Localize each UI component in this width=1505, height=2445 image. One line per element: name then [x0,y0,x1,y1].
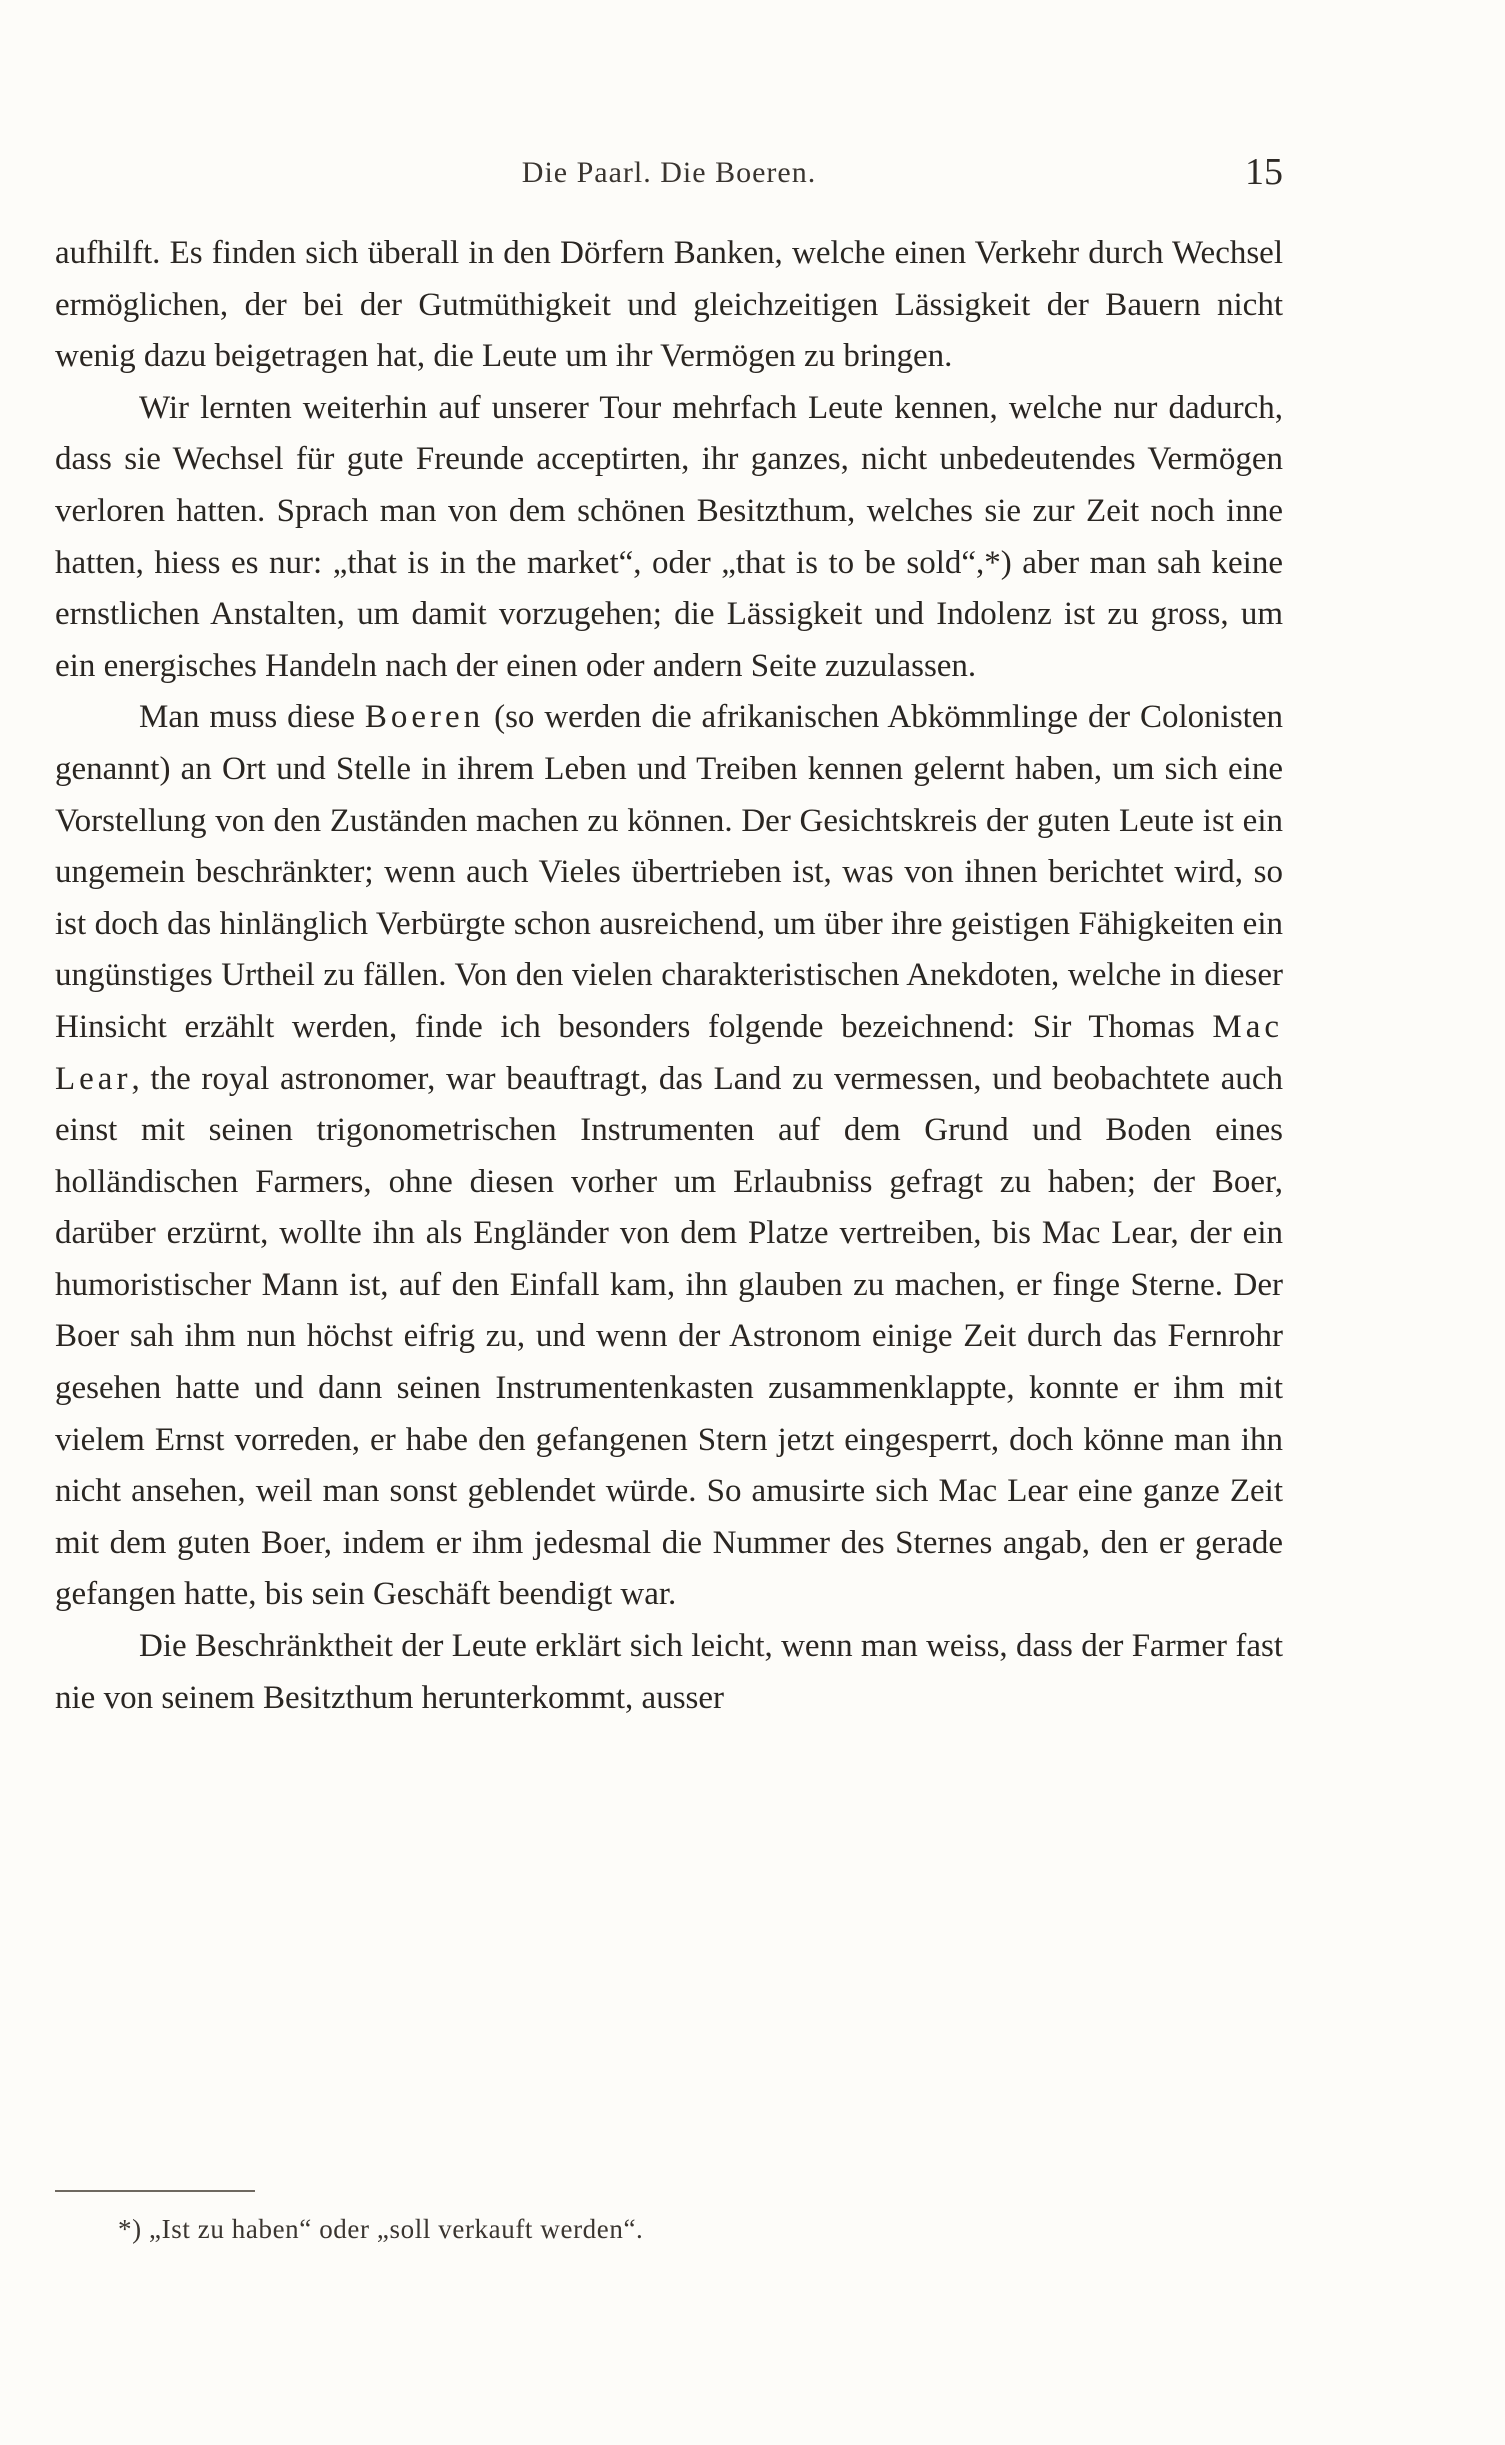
footnote-rule [55,2190,255,2192]
spaced-name-mac-lear: Mac Lear [55,1008,1283,1097]
paragraph-3-part-a: Man muss diese [139,699,365,736]
paragraph-3-part-e: , the royal astronomer, war beauftragt, das Land zu vermessen, und beobachtete auch einst mit seinen trigonometrischen Instrumenten auf dem Grund und Boden eines holländischen Farmers, ohne diesen vorher um Erlaubniss gefragt zu haben; der Boer, darüber erzürnt, wollte ihn als Engländer von dem Platze vertreiben, bis Mac Lear, der ein humoristischer Mann ist, auf den Einfall kam, ihn glauben zu machen, er finge Sterne. Der Boer sah ihm nun höchst eifrig zu, und wenn der Astronom einige Zeit durch das Fernrohr gesehen hatte und dann seinen Instrumentenkasten zusammenklappte, konnte er ihm mit vielem Ernst vorreden, er habe den gefangenen Stern jetzt eingesperrt, doch könne man ihn nicht ansehen, weil man sonst geblendet würde. So amusirte sich Mac Lear eine ganze Zeit mit dem guten Boer, indem er ihm jedesmal die Nummer des Sternes angab, den er gerade gefangen hatte, bis sein Geschäft beendigt war. [55,1060,1283,1613]
paragraph-3-part-c: (so werden die afrikanischen Abkömmlinge der Colonisten genannt) an Ort und Stelle in ihrem Leben und Treiben kennen gelernt haben, um sich eine Vorstellung von den Zuständen machen zu können. Der Gesichtskreis der guten Leute ist ein ungemein beschränkter; wenn auch Vieles übertrieben ist, was von ihnen berichtet wird, so ist doch das hinlänglich Verbürgte schon ausreichend, um über ihre geistigen Fähigkeiten ein ungünstiges Urtheil zu fällen. Von den vielen charakteristischen Anekdoten, welche in dieser Hinsicht erzählt werden, finde ich besonders folgende bezeichnend: Sir Thomas [55,699,1283,1045]
spaced-term-boeren: Boeren [364,699,485,736]
paragraph-3 [55,692,1283,1621]
body-text [55,228,1283,1724]
paragraph-2: Wir lernten weiterhin auf unserer Tour mehrfach Leute kennen, welche nur dadurch, dass sie Wechsel für gute Freunde acceptirten, ihr ganzes, nicht unbedeutendes Vermögen verloren hatten. Sprach man von dem schönen Besitzthum, welches sie zur Zeit noch inne hatten, hiess es nur: „that is in the market“, oder „that is to be sold“,*) aber man sah keine ernstlichen Anstalten, um damit vorzugehen; die Lässigkeit und Indolenz ist zu gross, um ein energisches Handeln nach der einen oder andern Seite zuzulassen. [55,389,1283,684]
paragraph-4: Die Beschränktheit der Leute erklärt sich leicht, wenn man weiss, dass der Farmer fast nie von seinem Besitzthum herunterkommt, ausser [55,1628,1283,1716]
page-number: 15 [1245,151,1283,193]
paragraph-1: aufhilft. Es finden sich überall in den Dörfern Banken, welche einen Verkehr durch Wechsel ermöglichen, der bei der Gutmüthigkeit und gleichzeitigen Lässigkeit der Bauern nicht wenig dazu beigetragen hat, die Leute um ihr Vermögen zu bringen. [55,235,1283,375]
footnote: *) „Ist zu haben“ oder „soll verkauft werden“. [118,2214,644,2244]
running-title: Die Paarl. Die Boeren. [521,156,817,189]
running-head [55,150,1283,200]
